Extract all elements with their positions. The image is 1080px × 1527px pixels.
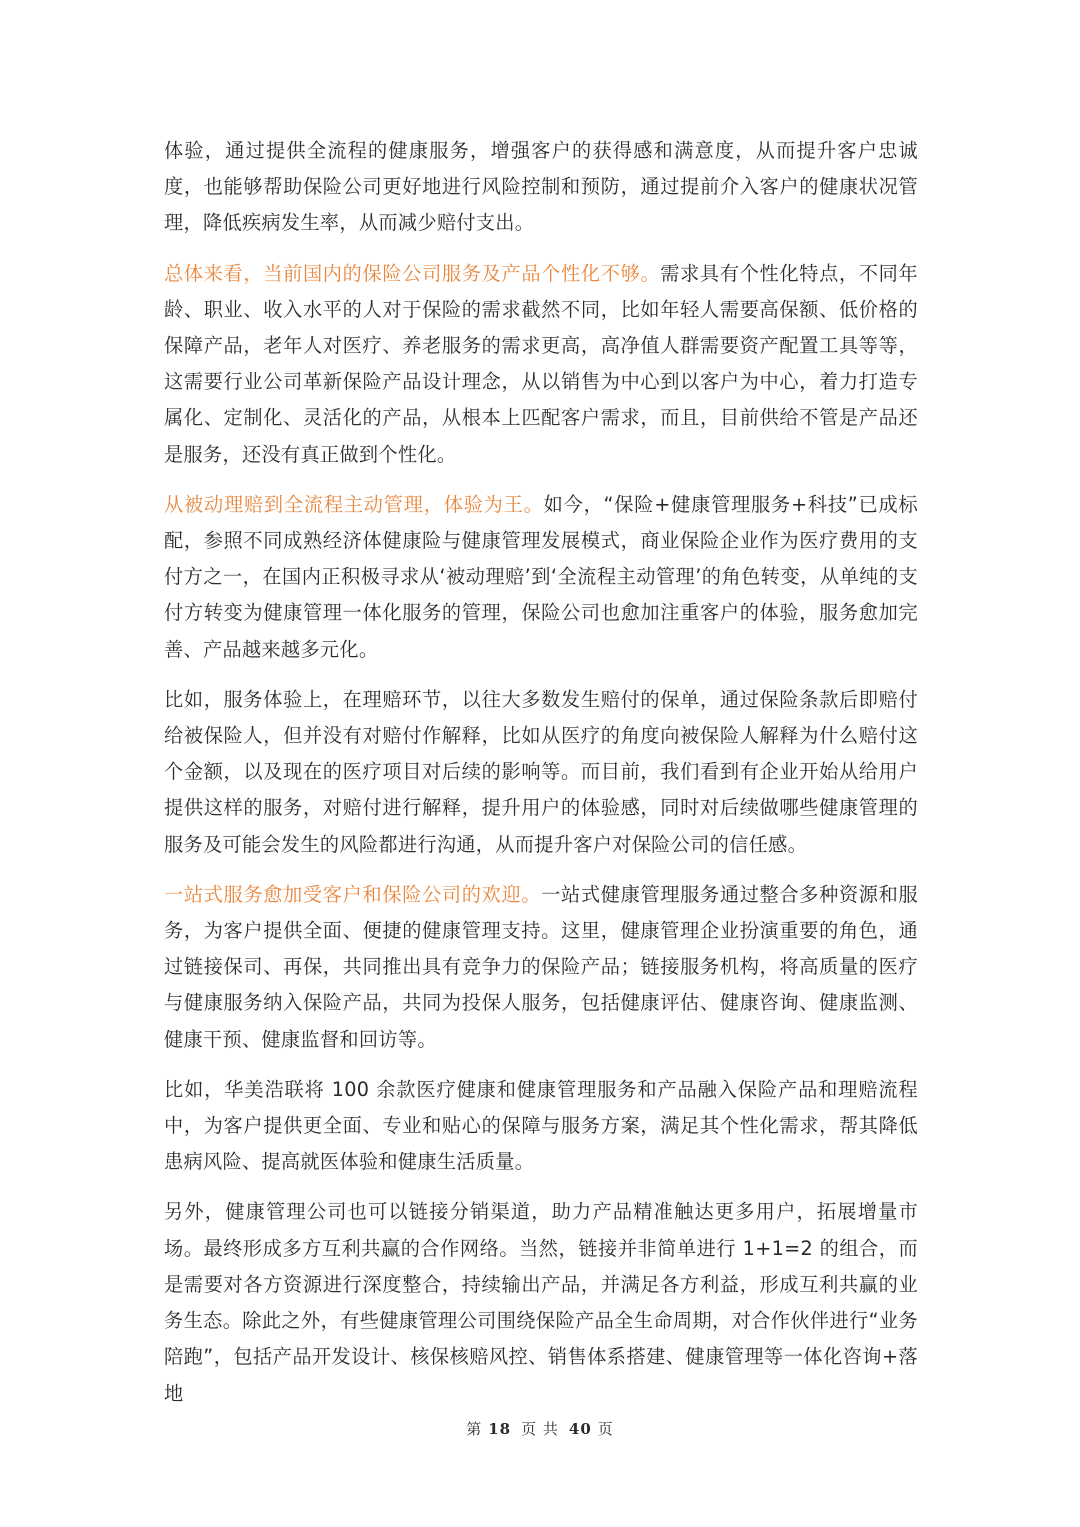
paragraph-2-text: 需求具有个性化特点，不同年龄、职业、收入水平的人对于保险的需求截然不同，比如年轻人需要高保额、低价格的保障产品，老年人对医疗、养老服务的需求更高，高净值人群需要资产配置工具等等，这需要行业公司革新保险产品设计理念，从以销售为中心到以客户为中心，着力打造专属化、定制化、灵活化的产品，从根本上匹配客户需求，而且，目前供给不管是产品还是服务，还没有真正做到个性化。 bbox=[164, 261, 919, 466]
paragraph-5-lead: 一站式服务愈加受客户和保险公司的欢迎。 bbox=[164, 882, 542, 906]
paragraph-1-text: 体验，通过提供全流程的健康服务，增强客户的获得感和满意度，从而提升客户忠诚度，也能够帮助保险公司更好地进行风险控制和预防，通过提前介入客户的健康状况管理，降低疾病发生率，从而减少赔付支出。 bbox=[164, 139, 918, 235]
footer-middle: 页 共 bbox=[521, 1420, 559, 1438]
paragraph-6-text: 比如，华美浩联将 100 余款医疗健康和健康管理服务和产品融入保险产品和理赔流程中，为客户提供更全面、专业和贴心的保障与服务方案，满足其个性化需求，帮其降低患病风险、提高就医体验和健康生活质量。 bbox=[164, 1077, 918, 1174]
paragraph-6 bbox=[164, 1072, 918, 1181]
paragraph-3-text: 如今，“保险+健康管理服务+科技”已成标配，参照不同成熟经济体健康险与健康管理发展模式，商业保险企业作为医疗费用的支付方之一，在国内正积极寻求从‘被动理赔’到‘全流程主动管理’的角色转变，从单纯的支付方转变为健康管理一体化服务的管理，保险公司也愈加注重客户的体验，服务愈加完善、产品越来越多元化。 bbox=[164, 492, 918, 661]
paragraph-5 bbox=[164, 877, 918, 1058]
paragraph-2 bbox=[164, 256, 918, 473]
total-page-number: 40 bbox=[568, 1420, 592, 1438]
footer-suffix: 页 bbox=[597, 1420, 614, 1438]
paragraph-5-text: 一站式健康管理服务通过整合多种资源和服务，为客户提供全面、便捷的健康管理支持。这里，健康管理企业扮演重要的角色，通过链接保司、再保，共同推出具有竞争力的保险产品；链接服务机构，将高质量的医疗与健康服务纳入保险产品，共同为投保人服务，包括健康评估、健康咨询、健康监测、健康干预、健康监督和回访等。 bbox=[164, 882, 919, 1051]
paragraph-4-text: 比如，服务体验上，在理赔环节，以往大多数发生赔付的保单，通过保险条款后即赔付给被保险人，但并没有对赔付作解释，比如从医疗的角度向被保险人解释为什么赔付这个金额，以及现在的医疗项目对后续的影响等。而目前，我们看到有企业开始从给用户提供这样的服务，对赔付进行解释，提升用户的体验感，同时对后续做哪些健康管理的服务及可能会发生的风险都进行沟通，从而提升客户对保险公司的信任感。 bbox=[164, 687, 918, 856]
footer-prefix: 第 bbox=[466, 1420, 483, 1438]
paragraph-1 bbox=[164, 133, 918, 242]
page-number-footer bbox=[0, 1418, 1080, 1439]
current-page-number: 18 bbox=[488, 1420, 512, 1438]
paragraph-3 bbox=[164, 487, 918, 668]
paragraph-3-lead: 从被动理赔到全流程主动管理，体验为王。 bbox=[164, 492, 544, 516]
paragraph-2-lead: 总体来看，当前国内的保险公司服务及产品个性化不够。 bbox=[164, 261, 661, 285]
paragraph-7 bbox=[164, 1194, 918, 1411]
paragraph-7-text: 另外，健康管理公司也可以链接分销渠道，助力产品精准触达更多用户，拓展增量市场。最终形成多方互利共赢的合作网络。当然，链接并非简单进行 1+1=2 的组合，而是需要对各方资源进行深度整合，持续输出产品，并满足各方利益，形成互利共赢的业务生态。除此之外，有些健康管理公司围绕保险产品全生命周期，对合作伙伴进行“业务陪跑”，包括产品开发设计、核保核赔风控、销售体系搭建、健康管理等一体化咨询+落地 bbox=[164, 1200, 918, 1405]
paragraph-4 bbox=[164, 682, 918, 863]
page-body bbox=[164, 133, 918, 1426]
